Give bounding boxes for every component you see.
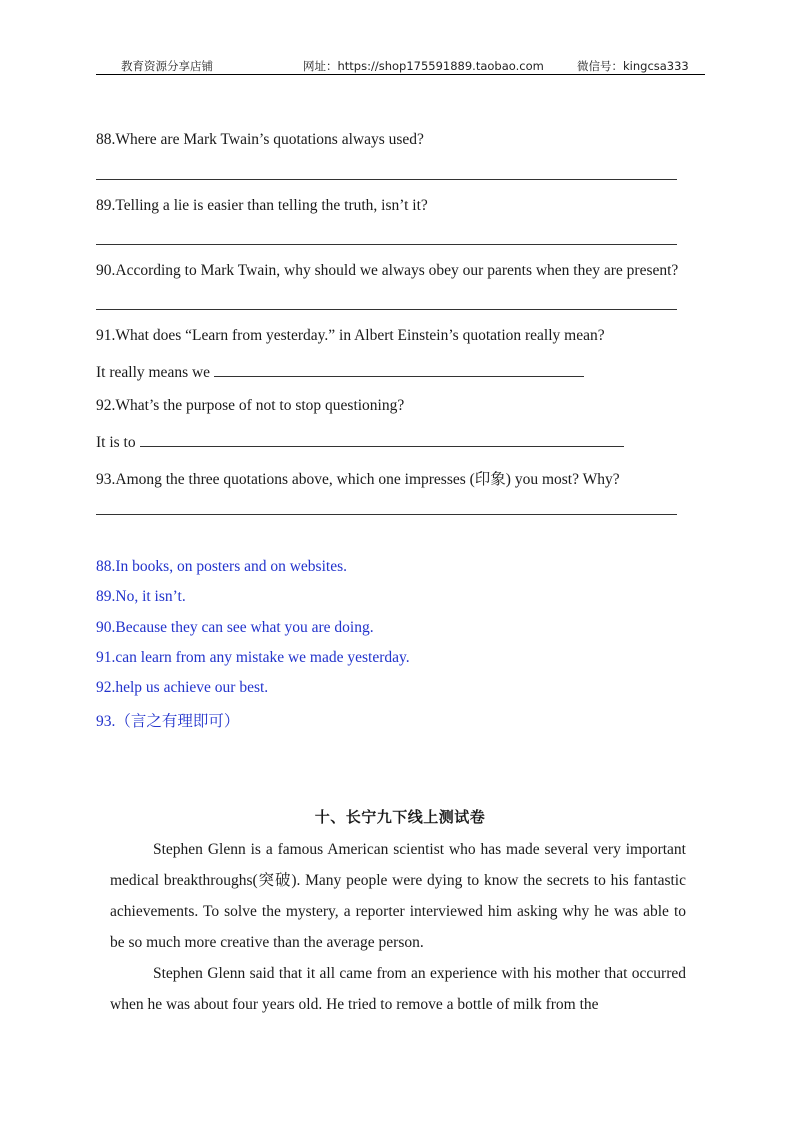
- answer-89: 89.No, it isn’t.: [96, 588, 186, 605]
- answer-93: 93.（言之有理即可）: [96, 713, 240, 730]
- question-90: 90.According to Mark Twain, why should we always obey our parents when they are present?: [96, 262, 679, 279]
- answer-91: 91.can learn from any mistake we made yesterday.: [96, 649, 410, 666]
- question-88: 88.Where are Mark Twain’s quotations always used?: [96, 131, 424, 148]
- answer-88: 88.In books, on posters and on websites.: [96, 558, 347, 575]
- section-title: 十、长宁九下线上测试卷: [314, 808, 486, 826]
- answer-90: 90.Because they can see what you are doing.: [96, 619, 374, 636]
- question-92: 92.What’s the purpose of not to stop questioning?: [96, 397, 405, 414]
- question-89: 89.Telling a lie is easier than telling the truth, isn’t it?: [96, 197, 428, 214]
- question-93: 93.Among the three quotations above, which one impresses (印象) you most? Why?: [96, 471, 620, 488]
- answer-92: 92.help us achieve our best.: [96, 679, 269, 696]
- header-shop-name: 教育资源分享店铺: [121, 59, 213, 73]
- header-wechat-id: 微信号：kingcsa333: [577, 59, 689, 73]
- reading-passage: [110, 834, 686, 1020]
- passage-paragraph-2: Stephen Glenn said that it all came from an experience with his mother that occurred when he was about four years old. He tried to remove a bottle of milk from the: [110, 965, 686, 1013]
- answer-line-90: [96, 309, 677, 310]
- question-91-prompt-line: [96, 362, 584, 382]
- passage-paragraph-1: Stephen Glenn is a famous American scientist who has made several very important medical breakthroughs(突破). Many people were dying to know the secrets to his fantastic achievements. To solve the mystery, a reporter interviewed him asking why he was able to be so much more creative than the average person.: [110, 841, 686, 951]
- fill-in-blank-91: [214, 362, 584, 377]
- answer-line-89: [96, 244, 677, 245]
- page-header: [96, 56, 705, 75]
- question-91: 91.What does “Learn from yesterday.” in Albert Einstein’s quotation really mean?: [96, 327, 605, 344]
- answer-line-88: [96, 179, 677, 180]
- fill-in-blank-92: [140, 432, 624, 447]
- answer-line-93: [96, 514, 677, 515]
- question-92-prompt-line: [96, 432, 624, 452]
- header-shop-url: 网址：https://shop175591889.taobao.com: [303, 59, 544, 73]
- question-92-prompt: It is to: [96, 434, 136, 451]
- question-91-prompt: It really means we: [96, 364, 211, 381]
